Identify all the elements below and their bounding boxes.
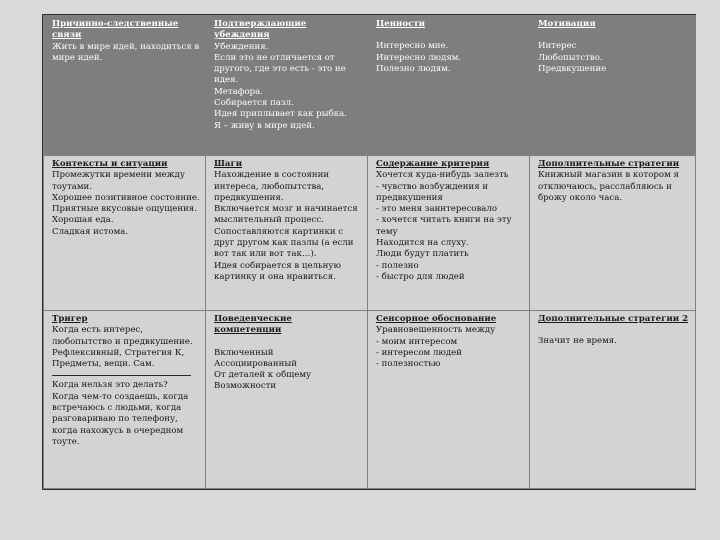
cell-behavioral-competencies <box>206 311 368 489</box>
cell-text-line: Сопоставляются картинки с друг другом как пазлы (а если вот так или вот так…). <box>214 226 354 260</box>
cell-text-line: Включается мозг и начинается мыслительный процесс. <box>214 204 358 226</box>
table-row <box>44 16 696 156</box>
blank-line <box>538 30 690 41</box>
cell-text-line: Хорошее позитивное состояние. <box>52 192 200 203</box>
cell-text-line: Собирается пазл. <box>214 98 294 109</box>
cell-text-line: Значит не время. <box>538 336 617 347</box>
cell-heading: Шаги <box>214 159 243 169</box>
cell-text-line: Интерес <box>538 41 577 52</box>
cell-text-line: Когда чем-то создаешь, когда встречаюсь с людьми, когда разговариваю по телефону, когда нахожусь в очередном тоуте. <box>52 391 189 447</box>
cell-text-line: - это меня заинтересовало <box>376 204 498 215</box>
cell-text-line: Сладкая истома. <box>52 226 129 237</box>
cell-text-line: Включенный <box>214 347 274 358</box>
cell-text-line: Идея собирается в цельную картинку и она нравиться. <box>214 260 341 282</box>
blank-line <box>376 30 524 41</box>
strategy-table <box>43 15 696 489</box>
cell-text-line: Люди будут платить <box>376 249 469 260</box>
cell-heading: Дополнительные стратегии <box>538 159 680 169</box>
cell-text-line: Метафора. <box>214 86 264 97</box>
slide-frame <box>42 14 696 490</box>
cell-heading: Дополнительные стратегии 2 <box>538 314 689 324</box>
cell-text-line: Ассоциированный <box>214 358 297 369</box>
cell-text-line: - чувство возбуждения и предвкушения <box>376 181 489 203</box>
cell-supporting-beliefs <box>206 16 368 156</box>
cell-text-line: - хочется читать книги на эту тему <box>376 215 512 237</box>
cell-heading: Подтверждающие убеждения <box>214 19 307 41</box>
cell-text-line: Когда есть интерес, любопытство и предвкушение. <box>52 325 193 347</box>
cell-motivation <box>530 16 696 156</box>
cell-heading: Сенсорное обоснование <box>376 314 497 324</box>
cell-cause-effect <box>44 16 206 156</box>
cell-text-line: - полезно <box>376 260 419 271</box>
cell-text-line: Хорошая еда. <box>52 215 114 226</box>
cell-heading: Контексты и ситуации <box>52 159 168 169</box>
cell-text-line: Уравновешенность между <box>376 325 496 336</box>
cell-text-line: Интересно мне. <box>376 41 449 52</box>
cell-text-line: Хочется куда-нибудь залезть <box>376 170 509 181</box>
cell-trigger <box>44 311 206 489</box>
cell-text-line: Рефлексивный, Стратегия К, Предметы, вещи. Сам. <box>52 347 185 370</box>
divider-line <box>52 375 191 376</box>
cell-text-line: - интересом людей <box>376 347 462 358</box>
cell-steps <box>206 156 368 311</box>
cell-extra-strategies <box>530 156 696 311</box>
cell-text-line: Предвкушение <box>538 63 607 74</box>
cell-contexts <box>44 156 206 311</box>
cell-heading: Ценности <box>376 19 426 29</box>
cell-values <box>368 16 530 156</box>
cell-heading: Поведенческие компетенции <box>214 314 292 336</box>
cell-heading: Причинно-следственные связи <box>52 19 179 41</box>
cell-text-line: Книжный магазин в котором я отключаюсь, расслабляюсь и брожу около часа. <box>538 170 679 203</box>
cell-text-line: Когда нельзя это делать? <box>52 380 168 391</box>
cell-heading: Содержание критерия <box>376 159 490 169</box>
cell-text-line: Жить в мире идей, находиться в мире идей. <box>52 41 200 63</box>
cell-text-line: - моим интересом <box>376 336 458 347</box>
cell-text-line: Нахождение в состоянии интереса, любопытства, предвкушения. <box>214 170 330 203</box>
blank-line <box>214 337 362 348</box>
cell-text-line: Я – живу в мире идей. <box>214 120 315 131</box>
table-row <box>44 156 696 311</box>
blank-line <box>538 325 690 336</box>
cell-sensory-grounding <box>368 311 530 489</box>
cell-text-line: - полезностью <box>376 359 441 370</box>
cell-text-line: Приятные вкусовые ощущения. <box>52 204 197 215</box>
cell-text-line: Идея приплывает как рыбка. <box>214 109 347 120</box>
cell-text-line: Промежутки времени между тоутами. <box>52 170 185 192</box>
cell-criteria-content <box>368 156 530 311</box>
cell-text-line: Полезно людям. <box>376 63 451 74</box>
cell-text-line: Возможности <box>214 381 277 392</box>
cell-text-line: Находится на слуху. <box>376 238 469 249</box>
cell-extra-strategies-2 <box>530 311 696 489</box>
cell-text-line: Убеждения. <box>214 41 269 52</box>
cell-text-line: Интересно людям. <box>376 52 462 63</box>
cell-heading: Тригер <box>52 314 88 324</box>
cell-text-line: От деталей к общему <box>214 370 312 381</box>
table-row <box>44 311 696 489</box>
cell-text-line: Если это не отличается от другого, где это есть - это не идея. <box>214 52 346 86</box>
cell-text-line: - быстро для людей <box>376 271 465 282</box>
cell-heading: Мотивация <box>538 19 596 29</box>
cell-text-line: Любопытство. <box>538 52 603 63</box>
